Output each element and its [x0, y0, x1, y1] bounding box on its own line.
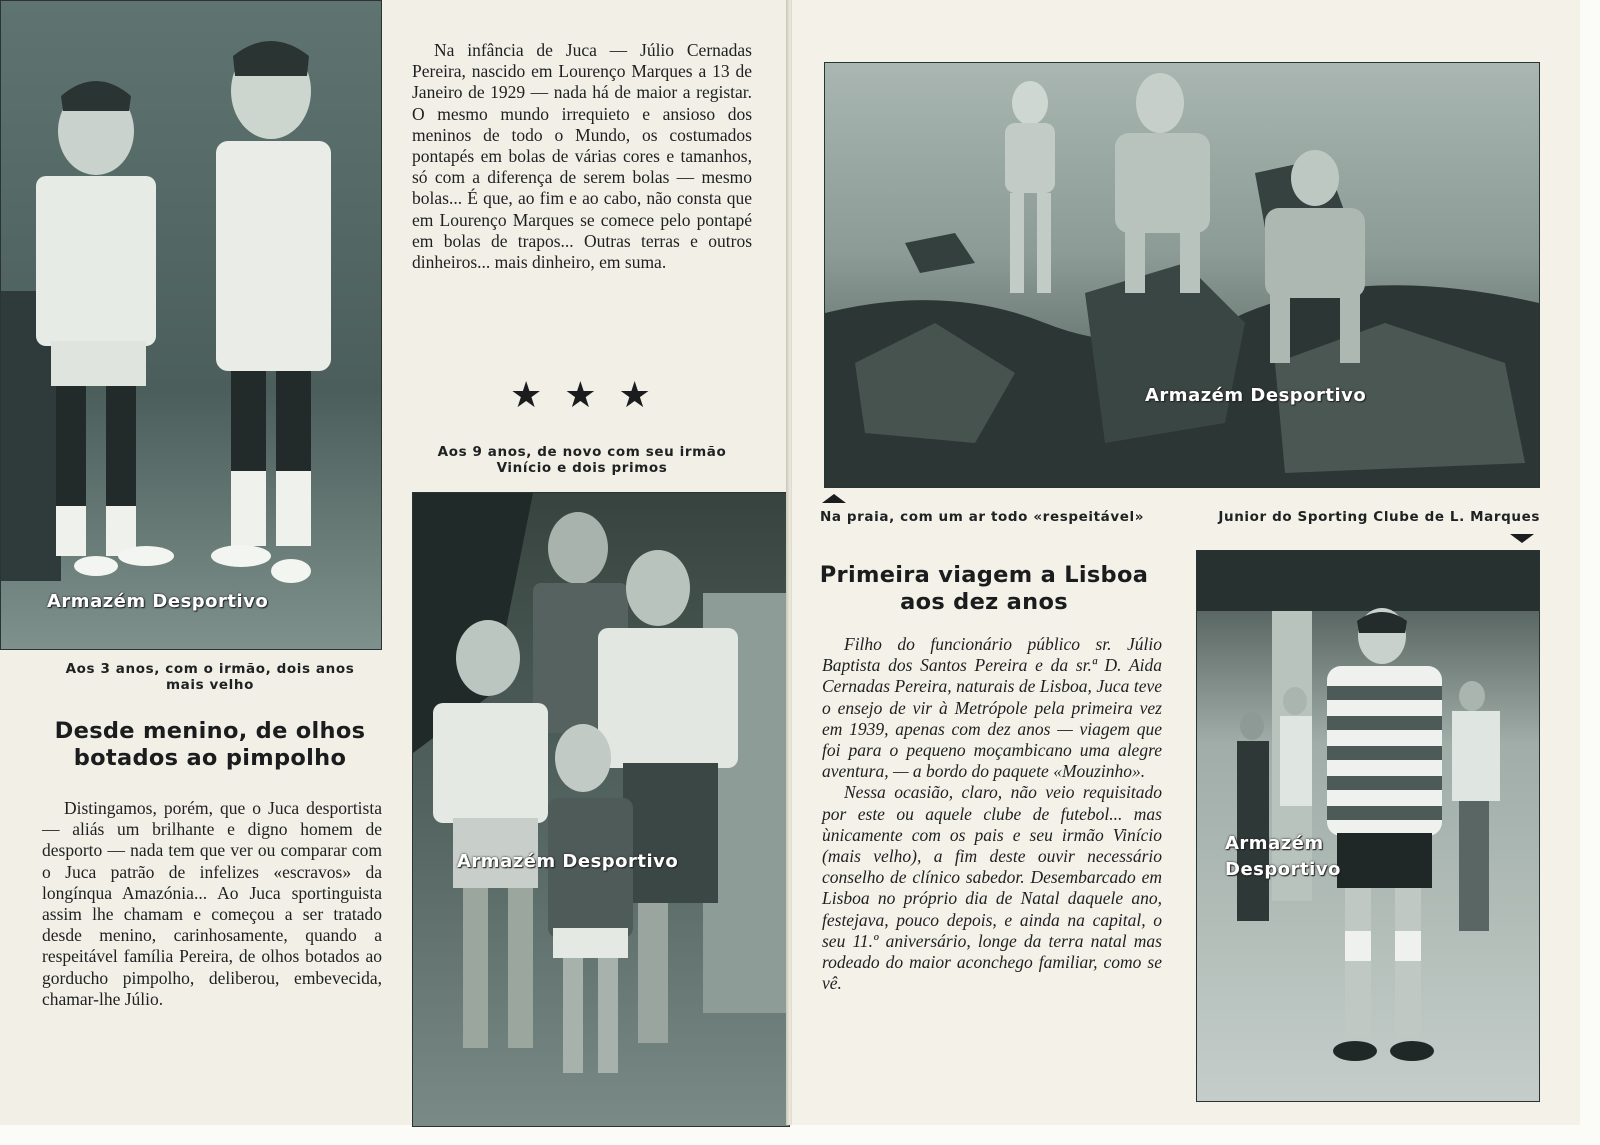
body-paragraph-2: Nessa ocasião, claro, não veio requisitado por este ou aquele clube de futebol... mas ùnicamente com os pais e seu irmão Vinício (mais velho), a fim deste ouvir necessário conselho de clínico sabedor. Desembarcado em Lisboa no próprio dia de Natal daquele ano, festejava, pouco depois, e ainda na capital, o seu 11.º aniversário, longe da terra natal mas rodeado do maior aconchego familiar, como se vê.: [822, 782, 1162, 994]
body-paragraph-1: Filho do funcionário público sr. Júlio Baptista dos Santos Pereira e da sr.ª D. Aida Cernadas Pereira, naturais de Lisboa, Juca teve o ensejo de vir à Metrópole pela primeira vez em 1939, apenas com dez anos — viagem que foi para o pequeno moçambicano uma alegre aventura, — a bordo do paquete «Mouzinho».: [822, 634, 1162, 782]
watermark-line-2: Desportivo: [1225, 859, 1341, 880]
watermark: Armazém Desportivo: [457, 851, 679, 872]
watermark-line-1: Armazém: [1225, 833, 1324, 854]
photo-two-boys-caption: Aos 3 anos, com o irmão, dois anos mais velho: [65, 661, 355, 693]
photo-sporting-junior: [1196, 550, 1540, 1102]
watermark: Armazém Desportivo: [47, 591, 269, 612]
body-paragraph: [42, 798, 382, 1010]
body-paragraphs: [822, 634, 1162, 994]
arrow-down-icon: [1510, 534, 1534, 543]
section-heading: Primeira viagem a Lisboa aos dez anos: [819, 562, 1149, 615]
photo-beach-caption: Na praia, com um ar todo «respeitável»: [820, 509, 1145, 525]
photo-beach-image: [825, 63, 1539, 487]
section-separator-stars: ★★★: [510, 375, 673, 415]
photo-four-boys-image: [413, 493, 789, 1126]
arrow-up-icon: [822, 494, 846, 503]
intro-paragraph-text: Na infância de Juca — Júlio Cernadas Pereira, nascido em Lourenço Marques a 13 de Janeiro de 1929 — nada há de maior a registar. O mesmo mundo irrequieto e ansioso dos meninos de todo o Mundo, os costumados pontapés em bolas de várias cores e tamanhos, só com a diferença de serem bolas — mesmo bolas... É que, ao fim e ao cabo, não consta que em Lourenço Marques se comece pelo pontapé em bolas de trapos... Outras terras e outros dinheiros... mais dinheiro, em suma.: [412, 40, 752, 273]
watermark: Armazém Desportivo: [1145, 385, 1367, 406]
body-paragraph-text: Distingamos, porém, que o Juca desportista — aliás um brilhante e digno homem de desporto — nada tem que ver ou comparar com o Juca patrão de infelizes «escravos» da longínqua Amazónia... Ao Juca sportinguista assim lhe chamam e começou a ser tratado desde menino, carinhosamente, quando a respeitável família Pereira, de olhos botados ao gorducho pimpolho, deliberou, embevecida, chamar-lhe Júlio.: [42, 798, 382, 1009]
photo-four-boys: [412, 492, 790, 1127]
right-page: [792, 0, 1580, 1125]
section-heading: Desde menino, de olhos botados ao pimpolho: [54, 718, 366, 771]
intro-paragraph: [412, 40, 752, 273]
photo-beach: [824, 62, 1540, 488]
photo-sporting-junior-image: [1197, 551, 1539, 1101]
photo-sporting-caption: Junior do Sporting Clube de L. Marques: [1218, 509, 1540, 525]
photo-four-boys-caption: Aos 9 anos, de novo com seu irmão Vinício e dois primos: [437, 444, 727, 476]
photo-two-boys: [0, 0, 382, 650]
left-page: [0, 0, 790, 1125]
photo-two-boys-image: [1, 1, 381, 649]
